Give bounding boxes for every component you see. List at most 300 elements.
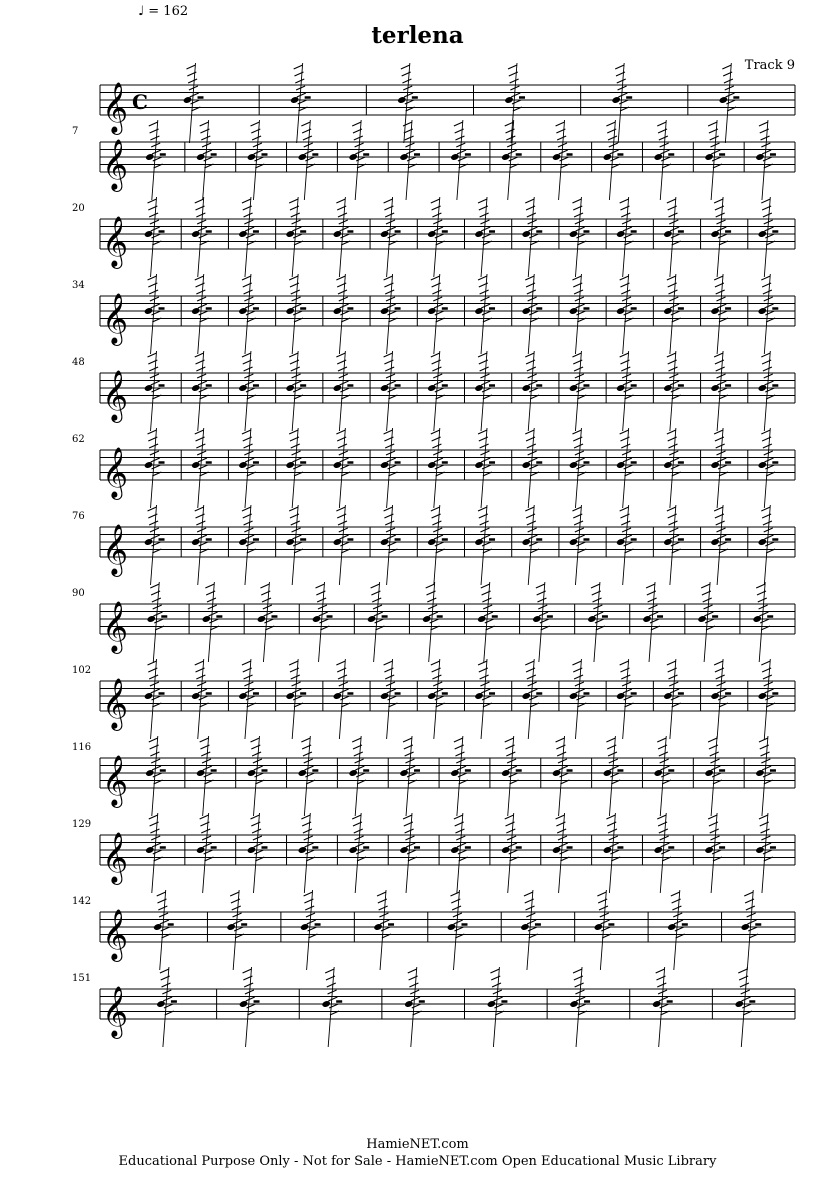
tremolo-slash [431, 430, 440, 434]
tremolo-slash [246, 542, 255, 546]
tremolo-slash [763, 850, 772, 854]
tremolo-slash [388, 542, 397, 546]
tremolo-slash [765, 388, 774, 392]
tremolo-slash [158, 906, 167, 910]
tremolo-slash [718, 696, 727, 700]
notehead [348, 153, 357, 161]
tremolo-slash [761, 276, 770, 280]
tremolo-slash [431, 507, 440, 511]
tremolo-slash [316, 584, 325, 588]
rest-mark [315, 923, 321, 926]
tremolo-slash [204, 157, 213, 161]
tremolo-slash [245, 535, 254, 539]
tremolo-slash [528, 227, 537, 231]
rest-mark [631, 538, 637, 541]
notehead [758, 692, 767, 700]
tremolo-slash [289, 199, 298, 203]
tremolo-slash [763, 675, 772, 679]
tremolo-slash [196, 213, 205, 217]
tremolo-slash [508, 766, 517, 770]
tremolo-slash [482, 542, 491, 546]
notehead [333, 307, 342, 315]
notehead [380, 692, 389, 700]
notehead [532, 615, 541, 623]
rest-mark [501, 1000, 507, 1003]
tremolo-slash [403, 815, 412, 819]
tremolo-slash [431, 199, 440, 203]
tremolo-slash [385, 521, 394, 525]
notehead [333, 461, 342, 469]
tremolo-slash [408, 969, 417, 973]
tremolo-slash [724, 79, 733, 83]
tremolo-slash [151, 227, 160, 231]
footer-site: HamieNET.com [366, 1137, 469, 1152]
tremolo-slash [610, 850, 619, 854]
notehead [447, 923, 456, 931]
rest-mark [719, 846, 725, 849]
tremolo-slash [742, 1004, 751, 1008]
tremolo-slash [305, 843, 314, 847]
tremolo-slash [576, 311, 585, 315]
tremolo-slash [701, 584, 710, 588]
tremolo-slash [338, 290, 347, 294]
rest-mark [160, 153, 166, 156]
notehead [616, 538, 625, 546]
notehead [298, 153, 307, 161]
tremolo-slash [508, 150, 517, 154]
tremolo-slash [765, 465, 774, 469]
notehead [247, 769, 256, 777]
tremolo-slash [435, 388, 444, 392]
notehead [196, 769, 205, 777]
tremolo-slash [482, 465, 491, 469]
notehead [285, 538, 294, 546]
tremolo-slash [712, 157, 721, 161]
notehead [191, 538, 200, 546]
rest-mark [261, 769, 267, 772]
tremolo-slash [384, 199, 393, 203]
tremolo-slash [244, 213, 253, 217]
rest-mark [725, 461, 731, 464]
tremolo-slash [671, 542, 680, 546]
tremolo-slash [307, 920, 316, 924]
tremolo-slash [761, 353, 770, 357]
tremolo-slash [454, 920, 463, 924]
notehead [153, 923, 162, 931]
tremolo-slash [557, 136, 566, 140]
notehead [147, 615, 156, 623]
tremolo-slash [597, 892, 606, 896]
rest-mark [159, 461, 165, 464]
tremolo-slash [765, 381, 774, 385]
tremolo-slash [352, 122, 361, 126]
tremolo-slash [354, 829, 363, 833]
tremolo-slash [338, 521, 347, 525]
measure-number: 129 [72, 819, 92, 830]
staff-system [72, 736, 795, 816]
tremolo-slash [576, 388, 585, 392]
rest-mark [159, 384, 165, 387]
notehead [380, 230, 389, 238]
tremolo-slash [388, 465, 397, 469]
tremolo-slash [245, 227, 254, 231]
tremolo-slash [763, 521, 772, 525]
tremolo-slash [458, 773, 467, 777]
tremolo-slash [434, 227, 443, 231]
tremolo-slash [457, 843, 466, 847]
tremolo-slash [201, 136, 210, 140]
measure-number: 102 [72, 665, 92, 676]
rest-mark [631, 384, 637, 387]
tremolo-slash [319, 612, 328, 616]
tremolo-slash [356, 850, 365, 854]
tremolo-slash [387, 689, 396, 693]
tremolo-slash [478, 199, 487, 203]
tremolo-slash [336, 199, 345, 203]
tremolo-slash [710, 136, 719, 140]
tremolo-slash [738, 969, 747, 973]
tremolo-slash [746, 906, 755, 910]
tremolo-slash [661, 850, 670, 854]
tremolo-slash [454, 815, 463, 819]
tremolo-slash [668, 521, 677, 525]
tremolo-slash [340, 458, 349, 462]
measure-number: 34 [72, 280, 85, 291]
tremolo-slash [620, 507, 629, 511]
rest-mark [160, 846, 166, 849]
tremolo-slash [148, 430, 157, 434]
tremolo-slash [305, 766, 314, 770]
tremolo-slash [716, 675, 725, 679]
tremolo-slash [458, 850, 467, 854]
tremolo-slash [527, 675, 536, 679]
rest-mark [516, 153, 522, 156]
tremolo-slash [765, 227, 774, 231]
tremolo-slash [301, 122, 310, 126]
tremolo-slash [659, 752, 668, 756]
tremolo-slash [432, 213, 441, 217]
tremolo-slash [490, 969, 499, 973]
notehead [704, 846, 713, 854]
notehead [755, 846, 764, 854]
tremolo-slash [405, 100, 414, 104]
notehead [144, 384, 153, 392]
treble-clef-icon: 𝄞 [102, 909, 129, 960]
notehead [450, 153, 459, 161]
tremolo-slash [291, 290, 300, 294]
rest-mark [678, 461, 684, 464]
tremolo-slash [661, 773, 670, 777]
tremolo-slash [388, 696, 397, 700]
tremolo-slash [671, 234, 680, 238]
tremolo-slash [293, 234, 302, 238]
tremolo-slash [657, 738, 666, 742]
tremolo-slash [560, 773, 569, 777]
rest-mark [159, 230, 165, 233]
tremolo-slash [726, 100, 735, 104]
tremolo-slash [481, 458, 490, 462]
tremolo-slash [152, 696, 161, 700]
tremolo-slash [254, 773, 263, 777]
tremolo-slash [151, 304, 160, 308]
rest-mark [767, 615, 773, 618]
notehead [719, 96, 728, 104]
tremolo-slash [714, 353, 723, 357]
notehead [752, 615, 761, 623]
tremolo-slash [763, 290, 772, 294]
notehead [501, 769, 510, 777]
notehead [367, 615, 376, 623]
tremolo-slash [646, 584, 655, 588]
rest-mark [161, 615, 167, 618]
tremolo-slash [242, 353, 251, 357]
tremolo-slash [434, 304, 443, 308]
tremolo-slash [196, 367, 205, 371]
tremolo-slash [380, 920, 389, 924]
tremolo-slash [593, 598, 602, 602]
time-signature: C [132, 90, 148, 114]
tremolo-slash [340, 465, 349, 469]
tremolo-slash [291, 213, 300, 217]
tremolo-slash [403, 738, 412, 742]
tremolo-slash [432, 290, 441, 294]
notehead [654, 153, 663, 161]
tremolo-slash [196, 444, 205, 448]
tremolo-slash [305, 773, 314, 777]
tremolo-slash [401, 65, 410, 69]
notehead [758, 538, 767, 546]
rest-mark [536, 384, 542, 387]
rest-mark [516, 769, 522, 772]
tremolo-slash [480, 213, 489, 217]
tremolo-slash [670, 689, 679, 693]
notehead [238, 384, 247, 392]
notehead [569, 538, 578, 546]
tremolo-slash [329, 1004, 338, 1008]
tremolo-slash [289, 507, 298, 511]
tremolo-slash [384, 661, 393, 665]
rest-mark [583, 230, 589, 233]
tremolo-slash [247, 1004, 256, 1008]
staff-system [72, 813, 795, 893]
tremolo-slash [432, 367, 441, 371]
tremolo-slash [525, 353, 534, 357]
staff-system [72, 351, 795, 431]
tremolo-slash [506, 829, 515, 833]
tremolo-slash [340, 304, 349, 308]
tremolo-slash [575, 983, 584, 987]
tremolo-slash [152, 311, 161, 315]
notehead [552, 769, 561, 777]
tremolo-slash [405, 136, 414, 140]
rest-mark [657, 615, 663, 618]
tremolo-slash [403, 122, 412, 126]
tremolo-slash [529, 311, 538, 315]
tremolo-slash [617, 79, 626, 83]
rest-mark [395, 384, 401, 387]
tremolo-slash [621, 367, 630, 371]
tremolo-slash [671, 465, 680, 469]
tremolo-slash [434, 458, 443, 462]
tremolo-slash [293, 311, 302, 315]
notehead [333, 230, 342, 238]
notehead [427, 384, 436, 392]
tremolo-slash [160, 969, 169, 973]
tremolo-slash [714, 199, 723, 203]
tremolo-slash [574, 367, 583, 371]
tremolo-slash [478, 661, 487, 665]
tremolo-slash [196, 290, 205, 294]
tremolo-slash [244, 675, 253, 679]
tremolo-slash [245, 381, 254, 385]
tremolo-slash [657, 983, 666, 987]
tremolo-slash [455, 136, 464, 140]
tremolo-slash [291, 444, 300, 448]
tremolo-slash [154, 619, 163, 623]
rest-mark [489, 538, 495, 541]
tremolo-slash [610, 150, 619, 154]
tremolo-slash [716, 290, 725, 294]
tremolo-slash [336, 276, 345, 280]
tremolo-slash [761, 199, 770, 203]
tremolo-slash [246, 311, 255, 315]
rest-mark [749, 1000, 755, 1003]
tremolo-slash [481, 689, 490, 693]
tremolo-slash [385, 213, 394, 217]
rest-mark [465, 846, 471, 849]
tremolo-slash [508, 843, 517, 847]
tremolo-slash [765, 689, 774, 693]
tremolo-slash [759, 122, 768, 126]
tremolo-slash [187, 65, 196, 69]
rest-mark [772, 461, 778, 464]
notehead [522, 461, 531, 469]
rest-mark [305, 96, 311, 99]
tremolo-slash [559, 766, 568, 770]
tremolo-slash [431, 276, 440, 280]
tremolo-slash [340, 535, 349, 539]
notehead [697, 615, 706, 623]
rest-mark [465, 769, 471, 772]
tremolo-slash [198, 689, 207, 693]
notehead [552, 153, 561, 161]
tremolo-slash [572, 507, 581, 511]
tremolo-slash [505, 815, 514, 819]
tremolo-slash [293, 542, 302, 546]
tremolo-slash [657, 122, 666, 126]
tremolo-slash [352, 815, 361, 819]
tremolo-slash [711, 843, 720, 847]
notehead [290, 96, 299, 104]
tremolo-slash [712, 773, 721, 777]
tremolo-slash [710, 829, 719, 833]
tremolo-slash [203, 766, 212, 770]
tremolo-slash [354, 752, 363, 756]
notehead [298, 846, 307, 854]
rest-mark [772, 692, 778, 695]
treble-clef-icon: 𝄞 [102, 370, 129, 421]
tremolo-slash [244, 521, 253, 525]
tremolo-slash [305, 850, 314, 854]
rest-mark [535, 923, 541, 926]
tremolo-slash [409, 983, 418, 987]
notehead [603, 846, 612, 854]
tremolo-slash [572, 430, 581, 434]
tremolo-slash [527, 213, 536, 217]
tremolo-slash [556, 815, 565, 819]
tremolo-slash [151, 381, 160, 385]
rest-mark [395, 230, 401, 233]
tremolo-slash [481, 381, 490, 385]
tremolo-slash [573, 969, 582, 973]
tremolo-slash [574, 444, 583, 448]
notehead [399, 153, 408, 161]
tremolo-slash [659, 136, 668, 140]
tremolo-slash [704, 612, 713, 616]
tremolo-slash [150, 136, 159, 140]
tremolo-slash [657, 815, 666, 819]
tremolo-slash [668, 675, 677, 679]
rest-mark [363, 846, 369, 849]
tremolo-slash [765, 458, 774, 462]
rest-mark [626, 96, 632, 99]
tremolo-slash [209, 612, 218, 616]
tremolo-slash [242, 661, 251, 665]
tremolo-slash [199, 388, 208, 392]
rest-mark [492, 615, 498, 618]
tremolo-slash [385, 675, 394, 679]
tremolo-slash [245, 458, 254, 462]
tremolo-slash [482, 598, 491, 602]
rest-mark [327, 615, 333, 618]
staff-system [72, 582, 795, 662]
tremolo-slash [152, 150, 161, 154]
tremolo-slash [599, 906, 608, 910]
tremolo-slash [747, 920, 756, 924]
tremolo-slash [623, 689, 632, 693]
tremolo-slash [714, 661, 723, 665]
staff-system [72, 120, 795, 200]
tremolo-slash [508, 65, 517, 69]
tremolo-slash [289, 353, 298, 357]
notehead [603, 153, 612, 161]
tremolo-slash [621, 213, 630, 217]
tremolo-slash [718, 465, 727, 469]
tremolo-slash [718, 311, 727, 315]
tremolo-slash [293, 465, 302, 469]
tremolo-slash [556, 738, 565, 742]
tremolo-slash [254, 843, 263, 847]
tremolo-slash [426, 584, 435, 588]
tremolo-slash [667, 661, 676, 665]
tremolo-slash [191, 100, 200, 104]
tremolo-slash [252, 829, 261, 833]
tremolo-slash [328, 997, 337, 1001]
notehead [450, 846, 459, 854]
tremolo-slash [478, 276, 487, 280]
notehead [552, 846, 561, 854]
treble-clef-icon: 𝄞 [102, 524, 129, 575]
tremolo-slash [264, 612, 273, 616]
notehead [238, 692, 247, 700]
tremolo-slash [620, 661, 629, 665]
tremolo-slash [455, 829, 464, 833]
tremolo-slash [336, 430, 345, 434]
treble-clef-icon: 𝄞 [102, 216, 129, 267]
rest-mark [583, 538, 589, 541]
tremolo-slash [712, 850, 721, 854]
tremolo-slash [572, 199, 581, 203]
